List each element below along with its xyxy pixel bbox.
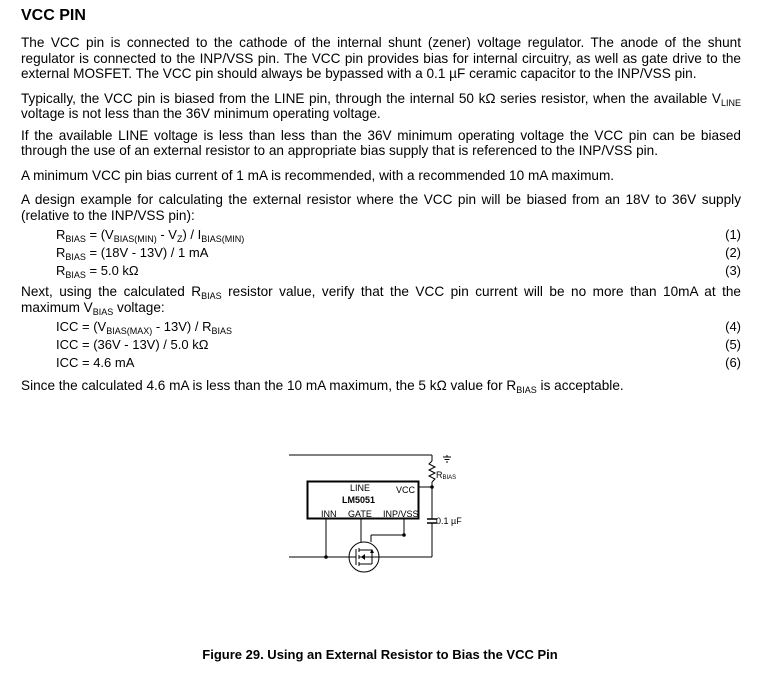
paragraph-design-example: A design example for calculating the external resistor where the VCC pin will be biased from an 18V to 36V supply (relative to the INP/VSS pin):	[21, 192, 741, 223]
equation-number: (2)	[725, 245, 741, 260]
equation-4: ICC = $(V_{BIAS(MAX)} - 13V) / R_{BIAS}$ (4)	[56, 319, 741, 336]
equation-2: $R_{BIAS} = (18V - 13V) / 1$ mA (2)	[56, 245, 741, 262]
equation-number: (6)	[725, 355, 741, 370]
equation-3: $R_{BIAS} = 5.0$ kΩ (3)	[56, 263, 741, 280]
paragraph-typical-bias: Typically, the VCC pin is biased from the LINE pin, through the internal 50 kΩ series resistor, when the available $V_{LINE}$ voltage is not less than the 36V minimum operating voltage.	[21, 90, 741, 121]
figure-caption: Figure 29. Using an External Resistor to Bias the VCC Pin	[202, 647, 558, 662]
paragraph-bias-current: A minimum VCC pin bias current of 1 mA is recommended, with a recommended 10 mA maximum.	[21, 167, 615, 183]
schematic-diagram	[286, 447, 486, 579]
rbias-label: RBIAS	[436, 470, 457, 481]
capacitor-label: 0.1 µF	[436, 516, 462, 526]
paragraph-external-resistor: If the available LINE voltage is less than less than the 36V minimum operating voltage the VCC pin can be biased through the use of an external resistor to an appropriate bias supply that is referenced to the INP/VSS pin.	[21, 127, 741, 158]
paragraph-verify-current: Next, using the calculated $R_{BIAS}$ resistor value, verify that the VCC pin current will be no more than 10mA at the maximum $V_{BIAS}$ voltage:	[21, 284, 741, 317]
paragraph-conclusion: Since the calculated 4.6 mA is less than the 10 mA maximum, the 5 kΩ value for $R_{BIAS}$ is acceptable.	[21, 378, 624, 395]
pin-vcc-label: VCC	[396, 485, 416, 495]
equation-1: $R_{BIAS} = (V_{BIAS(MIN)} - V_Z) / I_{BIAS(MIN)}$ (1)	[56, 227, 741, 244]
equation-group-rbias	[21, 226, 741, 280]
equation-6: ICC = 4.6 mA (6)	[56, 355, 741, 370]
pin-gate-label: GATE	[348, 509, 372, 519]
equation-number: (3)	[725, 263, 741, 278]
equation-group-icc	[21, 318, 741, 372]
pin-inn-label: INN	[321, 509, 337, 519]
junction-dot	[430, 485, 434, 489]
document-page	[21, 6, 741, 403]
equation-number: (4)	[725, 319, 741, 334]
junction-dot	[402, 533, 406, 537]
chip-name-label: LM5051	[342, 495, 376, 505]
equation-number: (1)	[725, 227, 741, 242]
equation-5: ICC = (36V - 13V) / 5.0 kΩ (5)	[56, 337, 741, 352]
section-title: VCC PIN	[21, 7, 86, 24]
junction-dot	[324, 555, 328, 559]
equation-number: (5)	[725, 337, 741, 352]
pin-inp-vss-label: INP/VSS	[383, 509, 419, 519]
rbias-resistor-icon	[429, 461, 435, 482]
pin-line-label: LINE	[350, 483, 371, 493]
paragraph-vcc-description: The VCC pin is connected to the cathode of the internal shunt (zener) voltage regulator. The anode of the shunt regulator is connected to the INP/VSS pin. The VCC pin provides bias for internal circuitry, as well as gate drive to the external MOSFET. The VCC pin should always be bypassed with a 0.1 µF ceramic capacitor to the INP/VSS pin.	[21, 35, 741, 81]
